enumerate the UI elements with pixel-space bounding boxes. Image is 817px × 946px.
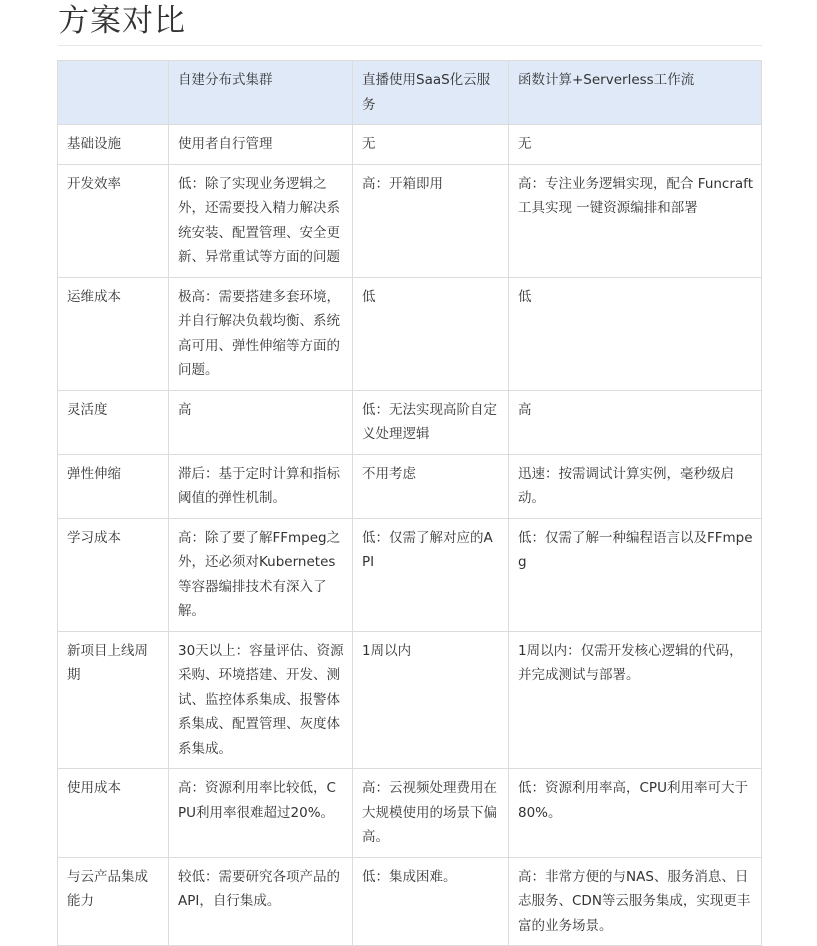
table-row <box>58 277 762 390</box>
table-header-row <box>58 61 762 125</box>
table-row <box>58 631 762 769</box>
table-cell: 高：非常方便的与NAS、服务消息、日志服务、CDN等云服务集成，实现更丰富的业务场景。 <box>509 857 762 946</box>
row-label: 弹性伸缩 <box>58 454 169 518</box>
header-cell-serverless: 函数计算+Serverless工作流 <box>509 61 762 125</box>
row-label: 灵活度 <box>58 390 169 454</box>
table-cell: 1周以内 <box>353 631 509 769</box>
table-cell: 高 <box>169 390 353 454</box>
page-title: 方案对比 <box>58 3 186 39</box>
row-label: 与云产品集成能力 <box>58 857 169 946</box>
table-row <box>58 390 762 454</box>
row-label: 新项目上线周期 <box>58 631 169 769</box>
table-cell: 高：专注业务逻辑实现，配合 Funcraft工具实现 一键资源编排和部署 <box>509 164 762 277</box>
table-cell: 无 <box>353 125 509 165</box>
table-cell: 1周以内：仅需开发核心逻辑的代码，并完成测试与部署。 <box>509 631 762 769</box>
table-cell: 高：资源利用率比较低，CPU利用率很难超过20%。 <box>169 769 353 858</box>
table-row <box>58 164 762 277</box>
table-cell: 低：资源利用率高，CPU利用率可大于80%。 <box>509 769 762 858</box>
table-cell: 低 <box>353 277 509 390</box>
table-cell: 迅速：按需调试计算实例，毫秒级启动。 <box>509 454 762 518</box>
table-cell: 较低：需要研究各项产品的API，自行集成。 <box>169 857 353 946</box>
table-row <box>58 454 762 518</box>
table-cell: 高：云视频处理费用在大规模使用的场景下偏高。 <box>353 769 509 858</box>
title-divider <box>58 45 762 46</box>
row-label: 开发效率 <box>58 164 169 277</box>
header-cell-self-built: 自建分布式集群 <box>169 61 353 125</box>
row-label: 使用成本 <box>58 769 169 858</box>
table-row <box>58 125 762 165</box>
table-cell: 高：除了要了解FFmpeg之外，还必须对Kubernetes等容器编排技术有深入了解。 <box>169 518 353 631</box>
table-cell: 滞后：基于定时计算和指标阈值的弹性机制。 <box>169 454 353 518</box>
table-cell: 低：仅需了解一种编程语言以及FFmpeg <box>509 518 762 631</box>
row-label: 基础设施 <box>58 125 169 165</box>
header-cell-blank <box>58 61 169 125</box>
table-cell: 低：除了实现业务逻辑之外，还需要投入精力解决系统安装、配置管理、安全更新、异常重试等方面的问题 <box>169 164 353 277</box>
row-label: 运维成本 <box>58 277 169 390</box>
table-cell: 低：无法实现高阶自定义处理逻辑 <box>353 390 509 454</box>
table-cell: 极高：需要搭建多套环境，并自行解决负载均衡、系统高可用、弹性伸缩等方面的问题。 <box>169 277 353 390</box>
row-label: 学习成本 <box>58 518 169 631</box>
table-cell: 低：集成困难。 <box>353 857 509 946</box>
table-cell: 低：仅需了解对应的API <box>353 518 509 631</box>
table-cell: 30天以上：容量评估、资源采购、环境搭建、开发、测试、监控体系集成、报警体系集成、配置管理、灰度体系集成。 <box>169 631 353 769</box>
table-row <box>58 769 762 858</box>
table-row <box>58 857 762 946</box>
header-cell-saas: 直播使用SaaS化云服务 <box>353 61 509 125</box>
table-cell: 低 <box>509 277 762 390</box>
table-row <box>58 518 762 631</box>
table-cell: 高 <box>509 390 762 454</box>
table-cell: 使用者自行管理 <box>169 125 353 165</box>
comparison-table <box>57 60 762 946</box>
table-cell: 高：开箱即用 <box>353 164 509 277</box>
table-cell: 无 <box>509 125 762 165</box>
table-cell: 不用考虑 <box>353 454 509 518</box>
